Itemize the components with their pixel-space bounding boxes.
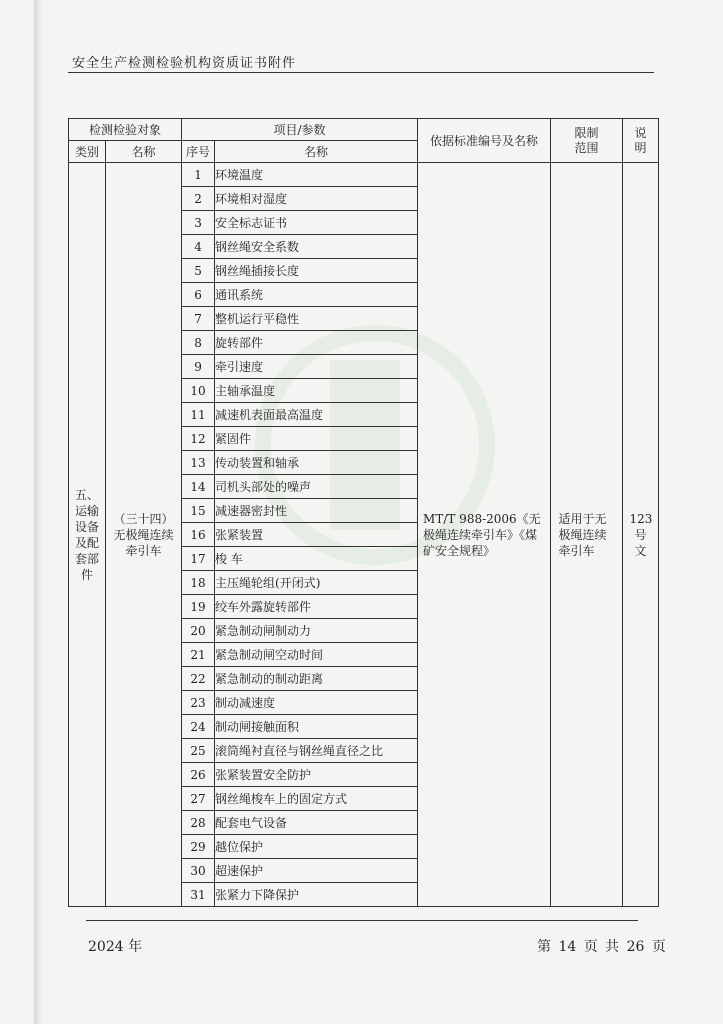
row-seq: 11 (182, 403, 215, 427)
category-cell-text: 五、运输设备及配套部件 (74, 487, 99, 582)
row-item-name: 减速器密封性 (215, 499, 418, 523)
row-item-name: 旋转部件 (215, 331, 418, 355)
row-item-name: 绞车外露旋转部件 (215, 595, 418, 619)
header-items: 项目/参数 (182, 119, 418, 141)
footer-rule (86, 920, 638, 921)
row-seq: 9 (182, 355, 215, 379)
page-header-title: 安全生产检测检验机构资质证书附件 (72, 56, 297, 71)
row-seq: 1 (182, 163, 215, 187)
row-item-name: 制动减速度 (215, 691, 418, 715)
row-seq: 18 (182, 571, 215, 595)
row-seq: 19 (182, 595, 215, 619)
row-seq: 26 (182, 763, 215, 787)
header-standard: 依据标准编号及名称 (418, 119, 551, 163)
qualification-table (68, 118, 659, 907)
row-item-name: 主轴承温度 (215, 379, 418, 403)
row-item-name: 整机运行平稳性 (215, 307, 418, 331)
row-seq: 14 (182, 475, 215, 499)
row-item-name: 紧急制动闸制动力 (215, 619, 418, 643)
header-note-text: 说明 (634, 125, 647, 155)
row-item-name: 钢丝绳梭车上的固定方式 (215, 787, 418, 811)
row-seq: 31 (182, 883, 215, 907)
row-seq: 24 (182, 715, 215, 739)
header-rule (68, 72, 654, 73)
header-name: 名称 (106, 141, 182, 163)
binding-edge (34, 0, 44, 1024)
object-name-cell (106, 163, 182, 907)
limit-cell-text: 适用于无极绳连续牵引车 (558, 511, 607, 558)
row-seq: 25 (182, 739, 215, 763)
row-item-name: 牵引速度 (215, 355, 418, 379)
note-cell (623, 163, 659, 907)
limit-cell (551, 163, 623, 907)
row-seq: 30 (182, 859, 215, 883)
row-item-name: 紧急制动的制动距离 (215, 667, 418, 691)
category-cell (69, 163, 106, 907)
row-seq: 28 (182, 811, 215, 835)
row-seq: 10 (182, 379, 215, 403)
object-name-cell-text: （三十四）无极绳连续牵引车 (113, 511, 174, 558)
row-seq: 3 (182, 211, 215, 235)
row-seq: 8 (182, 331, 215, 355)
row-item-name: 制动闸接触面积 (215, 715, 418, 739)
row-item-name: 钢丝绳安全系数 (215, 235, 418, 259)
row-item-name: 梭 车 (215, 547, 418, 571)
row-seq: 21 (182, 643, 215, 667)
row-seq: 29 (182, 835, 215, 859)
row-seq: 23 (182, 691, 215, 715)
row-item-name: 司机头部处的噪声 (215, 475, 418, 499)
row-seq: 5 (182, 259, 215, 283)
row-seq: 15 (182, 499, 215, 523)
header-note (623, 119, 659, 163)
header-limit-text: 限制范围 (574, 125, 599, 155)
row-item-name: 超速保护 (215, 859, 418, 883)
row-seq: 27 (182, 787, 215, 811)
header-item-name: 名称 (215, 141, 418, 163)
row-seq: 22 (182, 667, 215, 691)
row-item-name: 滚筒绳衬直径与钢丝绳直径之比 (215, 739, 418, 763)
row-seq: 12 (182, 427, 215, 451)
row-item-name: 紧固件 (215, 427, 418, 451)
row-item-name: 越位保护 (215, 835, 418, 859)
row-seq: 2 (182, 187, 215, 211)
row-item-name: 安全标志证书 (215, 211, 418, 235)
row-item-name: 紧急制动闸空动时间 (215, 643, 418, 667)
row-seq: 6 (182, 283, 215, 307)
row-seq: 17 (182, 547, 215, 571)
row-seq: 16 (182, 523, 215, 547)
row-item-name: 环境相对湿度 (215, 187, 418, 211)
row-seq: 7 (182, 307, 215, 331)
row-item-name: 环境温度 (215, 163, 418, 187)
row-item-name: 传动装置和轴承 (215, 451, 418, 475)
row-seq: 4 (182, 235, 215, 259)
row-item-name: 配套电气设备 (215, 811, 418, 835)
header-category: 类别 (69, 141, 106, 163)
row-item-name: 减速机表面最高温度 (215, 403, 418, 427)
row-item-name: 张紧装置 (215, 523, 418, 547)
row-item-name: 主压绳轮组(开闭式) (215, 571, 418, 595)
row-seq: 20 (182, 619, 215, 643)
table-body (69, 163, 659, 907)
header-seq: 序号 (182, 141, 215, 163)
standard-cell-text: MT/T 988-2006《无极绳连续牵引车》《煤矿安全规程》 (423, 511, 541, 558)
note-cell-text: 123号文 (629, 511, 653, 558)
standard-cell (418, 163, 551, 907)
header-limit (551, 119, 623, 163)
footer-page-number: 第 14 页 共 26 页 (537, 939, 666, 955)
header-object: 检测检验对象 (69, 119, 182, 141)
row-item-name: 通讯系统 (215, 283, 418, 307)
footer-year: 2024 年 (88, 939, 143, 955)
row-item-name: 钢丝绳插接长度 (215, 259, 418, 283)
row-item-name: 张紧装置安全防护 (215, 763, 418, 787)
table-row (69, 163, 659, 187)
row-seq: 13 (182, 451, 215, 475)
row-item-name: 张紧力下降保护 (215, 883, 418, 907)
